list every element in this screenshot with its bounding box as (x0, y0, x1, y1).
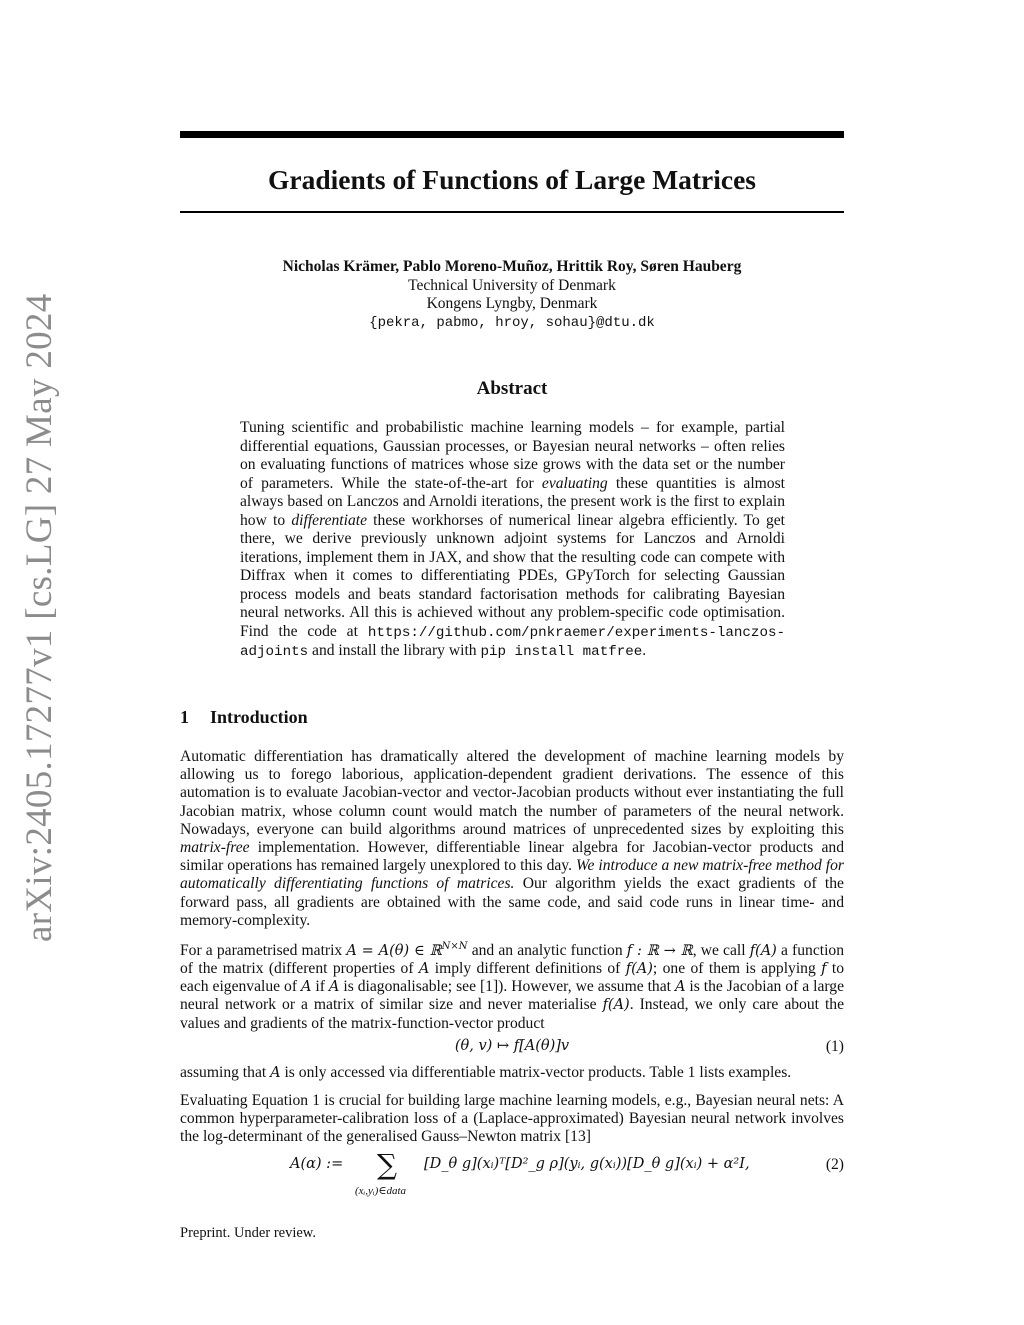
abstract-text: and install the library with (308, 642, 481, 659)
equation-1-number: (1) (825, 1038, 844, 1055)
paragraph-text: For a parametrised matrix (180, 941, 347, 959)
abstract-text: these workhorses of numerical linear algebra efficiently. To get there, we derive previously unknown adjoint systems for Lanczos and Arnoldi iterations, implement them in JAX, and show that the resulting code can compete with Diffrax when it comes to differentiating PDEs, GPyTorch for selecting Gaussian process models and beats standard factorisation methods for calibrating Bayesian neural networks. All this is achieved without any problem-specific code optimisation. Find the code at (240, 511, 785, 640)
paragraph-text: . Instead, we only care about the values and gradients of the matrix-function-vector product (180, 996, 844, 1032)
author-block (180, 258, 844, 332)
author-emails[interactable]: {pekra, pabmo, hroy, sohau}@dtu.dk (369, 314, 655, 331)
paragraph-text: a function of the matrix (different properties of (180, 941, 844, 978)
equation-1 (180, 1038, 844, 1060)
math-inline: A (674, 979, 686, 996)
paragraph-text: and an analytic function (467, 941, 627, 959)
paragraph-text: imply different definitions of (429, 960, 626, 978)
location: Kongens Lyngby, Denmark (426, 295, 598, 312)
math-expr: A = A(θ) ∈ ℝ (346, 942, 442, 959)
paragraph-text: implementation. However, differentiable linear algebra for Jacobian-vector products and similar operations has remained largely unexplored to this day. (180, 839, 844, 875)
math-inline: f(A) (602, 997, 630, 1014)
arxiv-identifier[interactable]: arXiv:2405.17277v1 [cs.LG] 27 May 2024 (19, 293, 60, 942)
math-inline: A (300, 979, 312, 996)
math-superscript: N×N (441, 941, 468, 952)
paragraph-text: is diagonalisable; see [1]). However, we assume that (339, 978, 675, 996)
section-title: Introduction (210, 707, 308, 727)
abstract-text: these quantities is almost always based on Lanczos and Arnoldi iterations, the present work is the first to explain how to (240, 474, 786, 529)
paragraph (180, 938, 844, 1033)
paragraph-text: , we call (692, 941, 750, 959)
math-inline: f (821, 961, 827, 978)
math-inline (346, 943, 467, 959)
math-inline: A (270, 1065, 281, 1081)
math-inline: f(A) (749, 942, 777, 959)
paragraph-text: is only accessed via differentiable matrix-vector products. Table 1 lists examples. (280, 1064, 792, 1081)
equation-1-expr: (θ, v) ↦ f[A(θ)]v (454, 1038, 570, 1054)
abstract-heading: Abstract (476, 378, 548, 399)
section-heading (180, 707, 308, 728)
paragraph-text: to each eigenvalue of (180, 960, 845, 996)
paragraph (180, 1064, 844, 1082)
paragraph-text: Our algorithm yields the exact gradients of the forward pass, all gradients are obtained with the same code, and said code runs in linear time- and memory-complexity. (180, 875, 844, 929)
equation-2 (180, 1150, 844, 1200)
abstract-text: Tuning scientific and probabilistic machine learning models – for example, partial differential equations, Gaussian processes, or Bayesian neural networks – often relies on evaluating functions of matrices whose size grows with the data set or the number of parameters. While the state-of-the-art for (240, 419, 785, 492)
summation-subscript: (xᵢ,yᵢ)∈data (355, 1185, 407, 1197)
equation-2-rhs: [D_θ g](xᵢ)ᵀ[D²_g ρ](yᵢ, g(xᵢ))[D_θ g](xᵢ) + α²I, (424, 1156, 750, 1172)
paragraph-emphasis: matrix-free (180, 839, 250, 857)
title-rule-bottom (180, 211, 844, 213)
abstract-body (240, 419, 785, 662)
paragraph-text: ; one of them is applying (652, 960, 822, 978)
paragraph-text: assuming that (180, 1064, 271, 1081)
paper-title: Gradients of Functions of Large Matrices (267, 164, 757, 195)
footer-note: Preprint. Under review. (180, 1225, 316, 1241)
math-inline: f : ℝ → ℝ (626, 942, 693, 959)
math-inline: f(A) (625, 961, 653, 978)
paragraph-text: Automatic differentiation has dramatically altered the development of machine learning models by allowing us to forego laborious, application-dependent gradient derivations. The essence of this automation is to evaluate Jacobian-vector and vector-Jacobian products without ever instantiating the full Jacobian matrix, whose column count would match the number of parameters of the neural network. Nowadays, everyone can build algorithms around matrices of unprecedented sizes by exploiting this (180, 748, 844, 838)
abstract-text: . (642, 642, 647, 659)
math-inline: A (328, 979, 340, 996)
affiliation: Technical University of Denmark (408, 276, 616, 294)
paragraph-text: is the Jacobian of a large neural network or a matrix of similar size and never materialise (180, 978, 844, 1014)
equation-2-number: (2) (825, 1156, 844, 1173)
math-inline: A (418, 961, 430, 978)
summation-symbol: ∑ (377, 1148, 397, 1181)
pip-install-command: pip install matfree (480, 644, 643, 660)
equation-2-lhs: A(α) := (290, 1156, 344, 1172)
paragraph-text: if (311, 978, 329, 996)
paragraph-emphasis: We introduce a new matrix-free method for automatically differentiating functions of matrices. (180, 857, 844, 893)
paragraph: Evaluating Equation 1 is crucial for building large machine learning models, e.g., Bayesian neural nets: A common hyperparameter-calibration loss of a (Laplace-approximated) Bayesian neural network involves the log-determinant of the generalised Gauss–Newton matrix [13] (180, 1092, 844, 1146)
author-names: Nicholas Krämer, Pablo Moreno-Muñoz, Hrittik Roy, Søren Hauberg (282, 258, 742, 275)
abstract-emphasis: differentiate (291, 511, 367, 529)
paragraph (180, 748, 844, 930)
code-repository-link[interactable]: https://github.com/pnkraemer/experiments-lanczos-adjoints (240, 624, 785, 660)
section-number: 1 (180, 707, 189, 727)
title-rule-top (180, 131, 844, 138)
abstract-emphasis: evaluating (541, 474, 608, 492)
